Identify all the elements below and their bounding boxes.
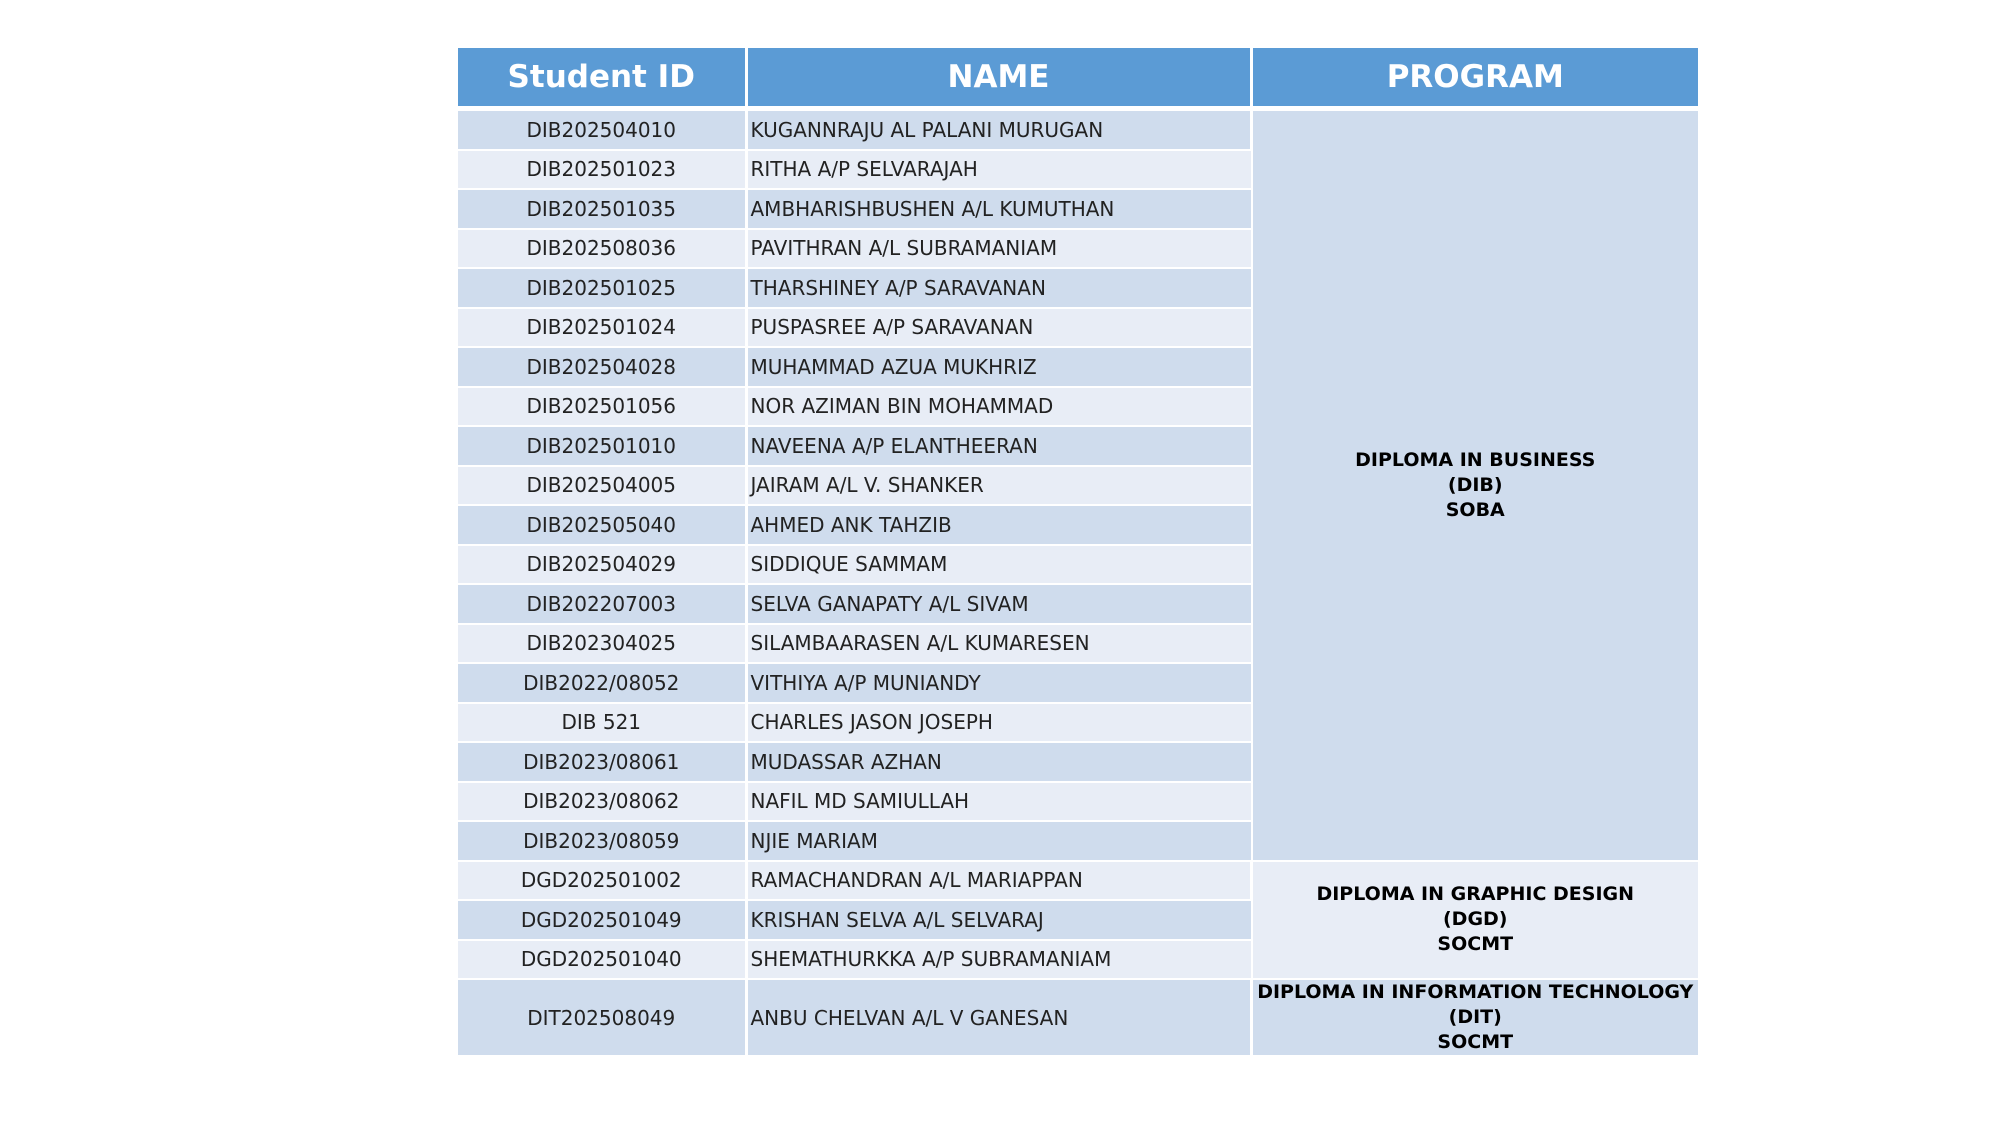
student-id-cell: DGD202501002 — [458, 861, 746, 901]
header-student-id: Student ID — [458, 48, 746, 109]
student-id-cell: DGD202501040 — [458, 940, 746, 980]
student-name-cell: NAFIL MD SAMIULLAH — [746, 782, 1251, 822]
student-id-cell: DIB202501010 — [458, 426, 746, 466]
student-name-cell: AHMED ANK TAHZIB — [746, 505, 1251, 545]
student-id-cell: DIB202501056 — [458, 387, 746, 427]
program-school: SOCMT — [1437, 1031, 1514, 1053]
program-title: DIPLOMA IN GRAPHIC DESIGN — [1316, 883, 1635, 906]
student-name-cell: MUDASSAR AZHAN — [746, 742, 1251, 782]
student-name-cell: RITHA A/P SELVARAJAH — [746, 150, 1251, 190]
student-id-cell: DIB202504010 — [458, 109, 746, 150]
program-title: DIPLOMA IN INFORMATION TECHNOLOGY — [1257, 981, 1694, 1003]
program-cell-dgd — [1251, 861, 1698, 980]
table-row — [458, 861, 1698, 901]
student-id-cell: DIB2023/08059 — [458, 821, 746, 861]
program-title: DIPLOMA IN BUSINESS — [1355, 448, 1596, 471]
student-name-cell: NOR AZIMAN BIN MOHAMMAD — [746, 387, 1251, 427]
student-id-cell: DIB202504005 — [458, 466, 746, 506]
program-school: SOCMT — [1437, 933, 1514, 956]
student-name-cell: NJIE MARIAM — [746, 821, 1251, 861]
student-id-cell: DIB202304025 — [458, 624, 746, 664]
student-name-cell: PUSPASREE A/P SARAVANAN — [746, 308, 1251, 348]
student-name-cell: NAVEENA A/P ELANTHEERAN — [746, 426, 1251, 466]
student-name-cell: RAMACHANDRAN A/L MARIAPPAN — [746, 861, 1251, 901]
student-id-cell: DIB202501024 — [458, 308, 746, 348]
student-name-cell: PAVITHRAN A/L SUBRAMANIAM — [746, 229, 1251, 269]
student-name-cell: VITHIYA A/P MUNIANDY — [746, 663, 1251, 703]
student-id-cell: DIB202501035 — [458, 189, 746, 229]
table-row — [458, 979, 1698, 1056]
student-id-cell: DGD202501049 — [458, 900, 746, 940]
program-cell-dib — [1251, 109, 1698, 861]
program-code: (DGD) — [1442, 908, 1508, 931]
student-id-cell: DIB202207003 — [458, 584, 746, 624]
student-name-cell: KUGANNRAJU AL PALANI MURUGAN — [746, 109, 1251, 150]
student-name-cell: SELVA GANAPATY A/L SIVAM — [746, 584, 1251, 624]
student-id-cell: DIB 521 — [458, 703, 746, 743]
program-school: SOBA — [1445, 498, 1505, 521]
student-name-cell: JAIRAM A/L V. SHANKER — [746, 466, 1251, 506]
student-id-cell: DIT202508049 — [458, 979, 746, 1056]
student-id-cell: DIB202508036 — [458, 229, 746, 269]
student-id-cell: DIB2023/08062 — [458, 782, 746, 822]
header-program: PROGRAM — [1251, 48, 1698, 109]
student-name-cell: THARSHINEY A/P SARAVANAN — [746, 268, 1251, 308]
student-id-cell: DIB202504028 — [458, 347, 746, 387]
student-name-cell: CHARLES JASON JOSEPH — [746, 703, 1251, 743]
student-id-cell: DIB202501025 — [458, 268, 746, 308]
program-code: (DIT) — [1448, 1006, 1502, 1028]
student-name-cell: SILAMBAARASEN A/L KUMARESEN — [746, 624, 1251, 664]
student-program-table — [458, 48, 1698, 1057]
student-name-cell: AMBHARISHBUSHEN A/L KUMUTHAN — [746, 189, 1251, 229]
student-name-cell: MUHAMMAD AZUA MUKHRIZ — [746, 347, 1251, 387]
student-id-cell: DIB202501023 — [458, 150, 746, 190]
program-code: (DIB) — [1447, 473, 1503, 496]
header-name: NAME — [746, 48, 1251, 109]
student-id-cell: DIB202505040 — [458, 505, 746, 545]
student-name-cell: SIDDIQUE SAMMAM — [746, 545, 1251, 585]
student-id-cell: DIB202504029 — [458, 545, 746, 585]
table-header-row — [458, 48, 1698, 109]
student-id-cell: DIB2022/08052 — [458, 663, 746, 703]
student-name-cell: KRISHAN SELVA A/L SELVARAJ — [746, 900, 1251, 940]
student-name-cell: SHEMATHURKKA A/P SUBRAMANIAM — [746, 940, 1251, 980]
student-id-cell: DIB2023/08061 — [458, 742, 746, 782]
program-cell-dit — [1251, 979, 1698, 1056]
table-row — [458, 109, 1698, 150]
student-name-cell: ANBU CHELVAN A/L V GANESAN — [746, 979, 1251, 1056]
